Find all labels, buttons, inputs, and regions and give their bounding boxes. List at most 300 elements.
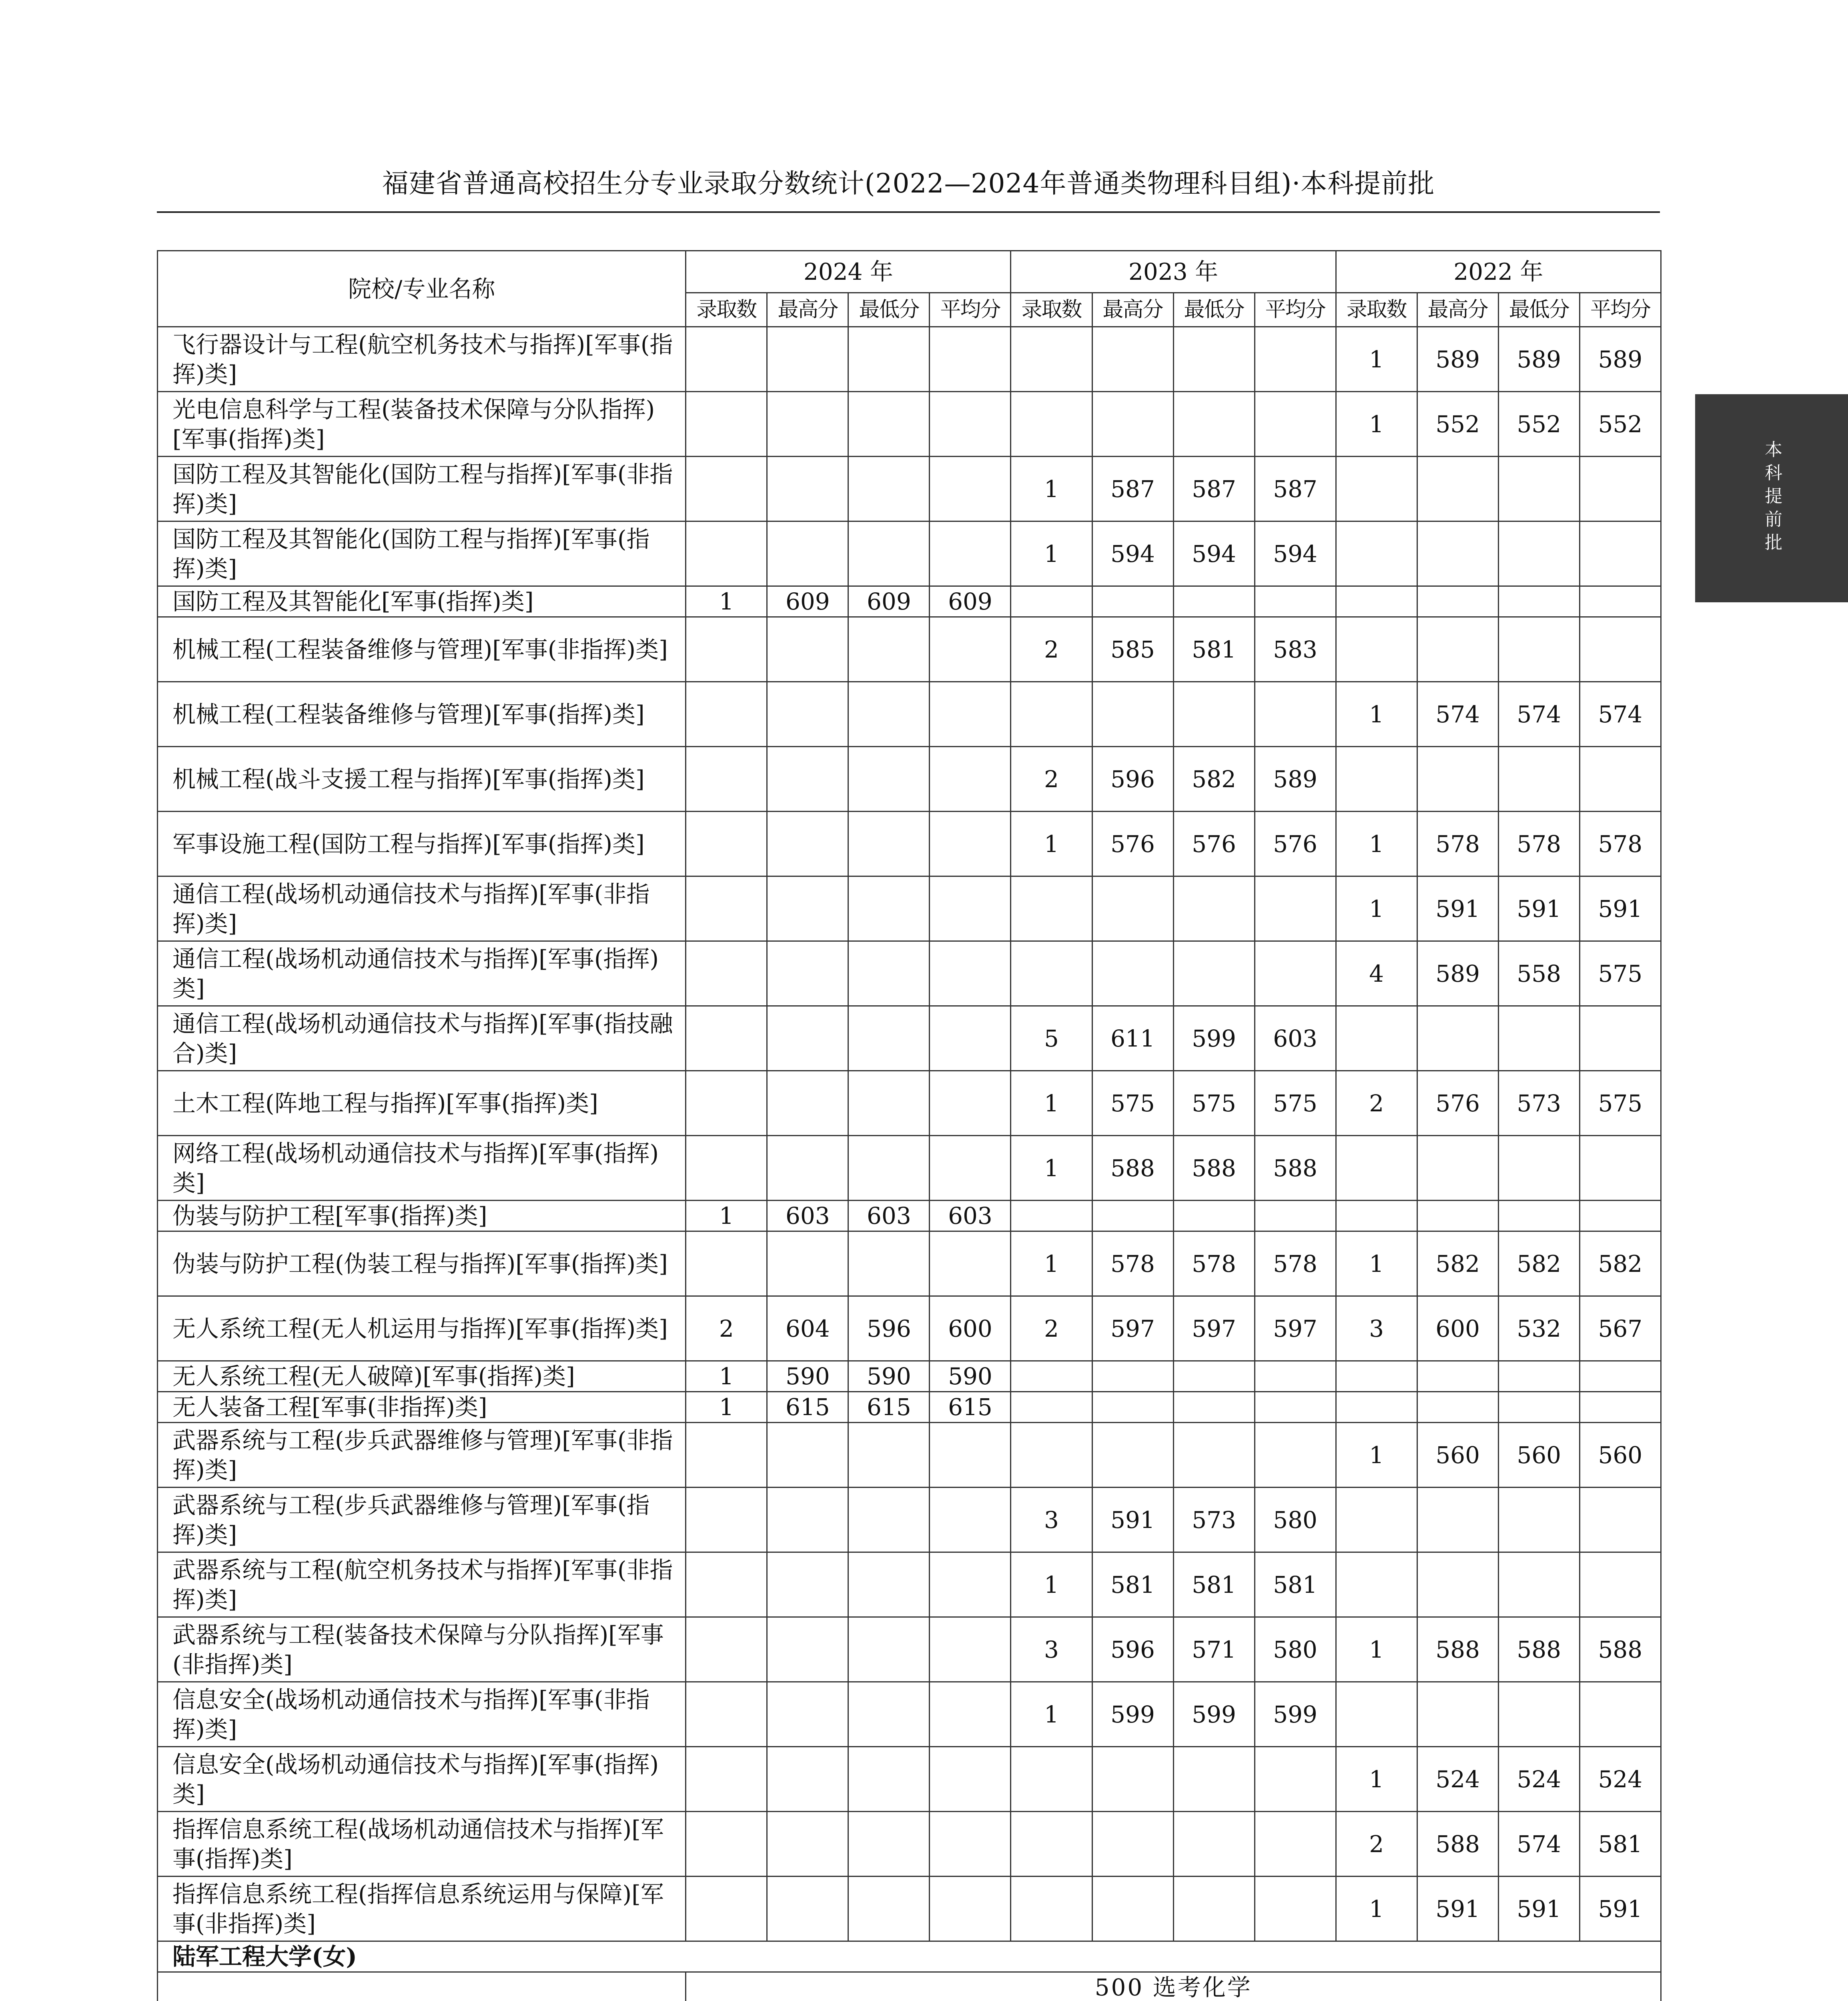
- score-cell: 574: [1579, 682, 1661, 747]
- score-cell: [1579, 617, 1661, 682]
- score-cell: [1173, 1812, 1255, 1877]
- score-cell: 591: [1417, 876, 1498, 941]
- score-cell: 581: [1579, 1812, 1661, 1877]
- score-cell: [1336, 1136, 1417, 1201]
- major-name-cell: 网络工程(战场机动通信技术与指挥)[军事(指挥)类]: [158, 1136, 686, 1201]
- score-cell: [1417, 586, 1498, 617]
- major-name-cell: 伪装与防护工程(伪装工程与指挥)[军事(指挥)类]: [158, 1231, 686, 1296]
- score-cell: 589: [1417, 327, 1498, 392]
- score-cell: 588: [1417, 1812, 1498, 1877]
- score-cell: [1092, 1812, 1173, 1877]
- score-cell: [1336, 1682, 1417, 1747]
- score-cell: 597: [1255, 1296, 1336, 1361]
- score-cell: [1579, 1201, 1661, 1231]
- score-cell: [767, 1812, 848, 1877]
- score-cell: 591: [1417, 1877, 1498, 1941]
- major-name-cell: 机械工程(工程装备维修与管理)[军事(非指挥)类]: [158, 617, 686, 682]
- score-cell: [767, 457, 848, 521]
- score-cell: 524: [1417, 1747, 1498, 1812]
- score-cell: [1092, 1877, 1173, 1941]
- score-cell: [767, 747, 848, 812]
- score-cell: [686, 941, 767, 1006]
- subject-note-row: [158, 1972, 1661, 2001]
- score-cell: 582: [1579, 1231, 1661, 1296]
- table-row: [158, 941, 1661, 1006]
- major-name-cell: 无人装备工程[军事(非指挥)类]: [158, 1392, 686, 1423]
- score-cell: [1092, 392, 1173, 457]
- score-cell: [848, 1136, 930, 1201]
- score-cell: 3: [1011, 1488, 1092, 1552]
- score-cell: [1011, 1392, 1092, 1423]
- score-cell: [1011, 941, 1092, 1006]
- score-cell: 573: [1173, 1488, 1255, 1552]
- school-row: [158, 1941, 1661, 1972]
- score-cell: [930, 876, 1011, 941]
- score-cell: 1: [1336, 1747, 1417, 1812]
- score-cell: [1011, 1361, 1092, 1392]
- score-cell: 587: [1173, 457, 1255, 521]
- score-cell: [1255, 1392, 1336, 1423]
- score-cell: [930, 327, 1011, 392]
- score-cell: [1011, 682, 1092, 747]
- score-cell: 1: [1011, 1136, 1092, 1201]
- score-cell: [686, 1682, 767, 1747]
- score-cell: [848, 1423, 930, 1488]
- score-cell: 578: [1417, 812, 1498, 876]
- year-header-2024: 2024 年: [686, 251, 1011, 293]
- score-cell: [686, 1423, 767, 1488]
- score-cell: [848, 521, 930, 586]
- score-cell: [1498, 521, 1579, 586]
- score-cell: 599: [1092, 1682, 1173, 1747]
- score-cell: 589: [1255, 747, 1336, 812]
- score-cell: 1: [1011, 521, 1092, 586]
- score-cell: [848, 457, 930, 521]
- score-cell: 594: [1255, 521, 1336, 586]
- score-cell: 609: [848, 586, 930, 617]
- score-cell: 594: [1173, 521, 1255, 586]
- score-cell: [1579, 586, 1661, 617]
- score-cell: [1579, 1361, 1661, 1392]
- score-cell: 4: [1336, 941, 1417, 1006]
- score-cell: 590: [767, 1361, 848, 1392]
- score-cell: [1255, 1361, 1336, 1392]
- score-cell: [1579, 1488, 1661, 1552]
- score-cell: 524: [1579, 1747, 1661, 1812]
- score-cell: [930, 1552, 1011, 1617]
- score-cell: [686, 747, 767, 812]
- score-cell: 599: [1173, 1682, 1255, 1747]
- score-cell: [1417, 1392, 1498, 1423]
- score-cell: [1255, 1423, 1336, 1488]
- score-cell: 591: [1498, 1877, 1579, 1941]
- score-cell: [686, 617, 767, 682]
- score-cell: 1: [1011, 1682, 1092, 1747]
- score-cell: [1173, 392, 1255, 457]
- col-header-count: 录取数: [1336, 293, 1417, 327]
- score-cell: [848, 1877, 930, 1941]
- score-cell: [1417, 521, 1498, 586]
- score-cell: [1498, 1006, 1579, 1071]
- score-cell: 599: [1173, 1006, 1255, 1071]
- score-cell: [1092, 1423, 1173, 1488]
- major-name-cell: 武器系统与工程(装备技术保障与分队指挥)[军事(非指挥)类]: [158, 1617, 686, 1682]
- score-cell: [1092, 682, 1173, 747]
- table-header: [158, 251, 1661, 327]
- score-cell: 552: [1579, 392, 1661, 457]
- score-cell: [767, 1423, 848, 1488]
- score-cell: [1417, 457, 1498, 521]
- score-cell: [1173, 1361, 1255, 1392]
- score-cell: [930, 392, 1011, 457]
- col-header-avg: 平均分: [1579, 293, 1661, 327]
- score-cell: [848, 1812, 930, 1877]
- score-cell: [1498, 1136, 1579, 1201]
- score-cell: 575: [1579, 1071, 1661, 1136]
- score-cell: [767, 1231, 848, 1296]
- score-cell: 576: [1092, 812, 1173, 876]
- score-cell: [767, 1006, 848, 1071]
- page-header-title: 福建省普通高校招生分专业录取分数统计(2022—2024年普通类物理科目组)·本科提前批: [382, 168, 1435, 199]
- col-header-min: 最低分: [1498, 293, 1579, 327]
- score-cell: [686, 1231, 767, 1296]
- score-cell: [848, 1747, 930, 1812]
- score-cell: 560: [1417, 1423, 1498, 1488]
- major-name-cell: 军事设施工程(国防工程与指挥)[军事(指挥)类]: [158, 812, 686, 876]
- score-cell: [930, 1617, 1011, 1682]
- score-cell: [1579, 1006, 1661, 1071]
- score-cell: 597: [1092, 1296, 1173, 1361]
- score-cell: [848, 392, 930, 457]
- table-row: [158, 1682, 1661, 1747]
- score-cell: [767, 1552, 848, 1617]
- score-cell: [767, 1877, 848, 1941]
- score-cell: 582: [1173, 747, 1255, 812]
- score-cell: 574: [1498, 1812, 1579, 1877]
- score-cell: [1255, 586, 1336, 617]
- score-cell: [686, 1877, 767, 1941]
- score-cell: 578: [1173, 1231, 1255, 1296]
- score-cell: [930, 1877, 1011, 1941]
- score-cell: 582: [1498, 1231, 1579, 1296]
- score-cell: 2: [1011, 617, 1092, 682]
- score-cell: 591: [1092, 1488, 1173, 1552]
- major-name-cell: 伪装与防护工程[军事(指挥)类]: [158, 1201, 686, 1231]
- score-cell: 578: [1092, 1231, 1173, 1296]
- score-cell: [1417, 1488, 1498, 1552]
- score-cell: [1336, 1552, 1417, 1617]
- score-cell: [848, 1071, 930, 1136]
- score-cell: [1173, 941, 1255, 1006]
- score-cell: [1011, 327, 1092, 392]
- major-name-cell: 无人系统工程(无人机运用与指挥)[军事(指挥)类]: [158, 1296, 686, 1361]
- score-cell: [1579, 1136, 1661, 1201]
- score-cell: [1011, 1747, 1092, 1812]
- score-cell: [686, 1617, 767, 1682]
- score-cell: [930, 521, 1011, 586]
- major-name-cell: 武器系统与工程(航空机务技术与指挥)[军事(非指挥)类]: [158, 1552, 686, 1617]
- score-cell: 1: [686, 586, 767, 617]
- score-cell: [1255, 1747, 1336, 1812]
- score-cell: 587: [1092, 457, 1173, 521]
- score-cell: [1417, 1682, 1498, 1747]
- score-cell: [930, 617, 1011, 682]
- score-cell: [767, 1071, 848, 1136]
- col-header-count: 录取数: [686, 293, 767, 327]
- table-row: [158, 1617, 1661, 1682]
- score-cell: 1: [1336, 812, 1417, 876]
- major-name-cell: 武器系统与工程(步兵武器维修与管理)[军事(指挥)类]: [158, 1488, 686, 1552]
- score-cell: [767, 1682, 848, 1747]
- table-row: [158, 1812, 1661, 1877]
- score-cell: [1498, 1361, 1579, 1392]
- score-cell: [686, 812, 767, 876]
- score-cell: 532: [1498, 1296, 1579, 1361]
- score-cell: 1: [1011, 812, 1092, 876]
- score-cell: 582: [1417, 1231, 1498, 1296]
- score-cell: [930, 812, 1011, 876]
- score-cell: 560: [1579, 1423, 1661, 1488]
- score-cell: [1336, 457, 1417, 521]
- score-cell: [1173, 876, 1255, 941]
- major-name-cell: 光电信息科学与工程(装备技术保障与分队指挥)[军事(指挥)类]: [158, 392, 686, 457]
- score-cell: 1: [1336, 1877, 1417, 1941]
- score-cell: [1011, 1812, 1092, 1877]
- table-row: [158, 1296, 1661, 1361]
- score-cell: [930, 1423, 1011, 1488]
- score-cell: 588: [1579, 1617, 1661, 1682]
- col-header-name: 院校/专业名称: [158, 251, 686, 327]
- score-cell: [1092, 327, 1173, 392]
- score-cell: 580: [1255, 1617, 1336, 1682]
- score-cell: 588: [1417, 1617, 1498, 1682]
- score-cell: [1417, 1136, 1498, 1201]
- score-cell: [930, 1071, 1011, 1136]
- score-cell: 560: [1498, 1423, 1579, 1488]
- score-cell: [1011, 586, 1092, 617]
- score-cell: [1336, 1392, 1417, 1423]
- score-cell: 596: [1092, 1617, 1173, 1682]
- score-cell: [1092, 1392, 1173, 1423]
- score-cell: 603: [848, 1201, 930, 1231]
- score-cell: 2: [686, 1296, 767, 1361]
- table-row: [158, 1071, 1661, 1136]
- score-cell: 567: [1579, 1296, 1661, 1361]
- score-cell: [1579, 1682, 1661, 1747]
- major-name-cell: 通信工程(战场机动通信技术与指挥)[军事(指挥)类]: [158, 941, 686, 1006]
- score-cell: [686, 876, 767, 941]
- score-cell: [1092, 1747, 1173, 1812]
- score-cell: 611: [1092, 1006, 1173, 1071]
- score-cell: [1336, 1006, 1417, 1071]
- score-cell: [930, 1488, 1011, 1552]
- note-name-cell: [158, 1972, 686, 2001]
- score-cell: [1011, 876, 1092, 941]
- score-cell: 603: [767, 1201, 848, 1231]
- side-tab-label: 本科提前批: [1762, 440, 1782, 556]
- col-header-min: 最低分: [1173, 293, 1255, 327]
- score-cell: 1: [1011, 1071, 1092, 1136]
- score-cell: 575: [1173, 1071, 1255, 1136]
- table-row: [158, 1423, 1661, 1488]
- score-cell: [1173, 327, 1255, 392]
- score-cell: [848, 1552, 930, 1617]
- score-cell: [686, 1552, 767, 1617]
- score-cell: [1417, 1201, 1498, 1231]
- score-cell: 609: [930, 586, 1011, 617]
- score-cell: 576: [1417, 1071, 1498, 1136]
- score-cell: 585: [1092, 617, 1173, 682]
- score-cell: [767, 876, 848, 941]
- score-cell: 603: [1255, 1006, 1336, 1071]
- score-cell: 615: [930, 1392, 1011, 1423]
- score-cell: 2: [1336, 1812, 1417, 1877]
- major-name-cell: 通信工程(战场机动通信技术与指挥)[军事(非指挥)类]: [158, 876, 686, 941]
- score-cell: [686, 1136, 767, 1201]
- score-cell: [767, 1136, 848, 1201]
- score-cell: 1: [1336, 682, 1417, 747]
- score-cell: [767, 617, 848, 682]
- score-cell: [686, 1812, 767, 1877]
- table-row: [158, 617, 1661, 682]
- score-cell: 524: [1498, 1747, 1579, 1812]
- score-cell: [1173, 682, 1255, 747]
- score-cell: [1417, 1006, 1498, 1071]
- score-cell: [1579, 1552, 1661, 1617]
- score-cell: 552: [1417, 392, 1498, 457]
- score-cell: 3: [1011, 1617, 1092, 1682]
- score-cell: [1336, 617, 1417, 682]
- major-name-cell: 通信工程(战场机动通信技术与指挥)[军事(指技融合)类]: [158, 1006, 686, 1071]
- score-cell: [848, 327, 930, 392]
- score-cell: 588: [1498, 1617, 1579, 1682]
- col-header-count: 录取数: [1011, 293, 1092, 327]
- score-cell: [767, 521, 848, 586]
- score-cell: 594: [1092, 521, 1173, 586]
- score-cell: 1: [686, 1392, 767, 1423]
- score-cell: 581: [1255, 1552, 1336, 1617]
- score-cell: 580: [1255, 1488, 1336, 1552]
- score-cell: [686, 1071, 767, 1136]
- score-cell: [1173, 1423, 1255, 1488]
- score-cell: [686, 392, 767, 457]
- score-cell: [1255, 682, 1336, 747]
- score-cell: [848, 941, 930, 1006]
- score-cell: 596: [1092, 747, 1173, 812]
- score-cell: 599: [1255, 1682, 1336, 1747]
- table-row: [158, 1877, 1661, 1941]
- score-cell: [1498, 457, 1579, 521]
- score-cell: [930, 1231, 1011, 1296]
- score-cell: [1417, 1361, 1498, 1392]
- score-cell: 597: [1173, 1296, 1255, 1361]
- score-cell: [1255, 1812, 1336, 1877]
- score-cell: [767, 682, 848, 747]
- score-cell: [1579, 521, 1661, 586]
- score-cell: [1255, 1201, 1336, 1231]
- score-cell: [686, 682, 767, 747]
- major-name-cell: 信息安全(战场机动通信技术与指挥)[军事(指挥)类]: [158, 1747, 686, 1812]
- score-cell: [1173, 586, 1255, 617]
- score-cell: [1255, 327, 1336, 392]
- score-cell: [1336, 521, 1417, 586]
- score-cell: [1092, 1201, 1173, 1231]
- score-cell: [930, 682, 1011, 747]
- score-cell: [1579, 747, 1661, 812]
- score-cell: 1: [686, 1201, 767, 1231]
- score-cell: [1417, 617, 1498, 682]
- score-cell: 3: [1336, 1296, 1417, 1361]
- table-row: [158, 327, 1661, 392]
- table-row: [158, 1231, 1661, 1296]
- table-row: [158, 1006, 1661, 1071]
- major-name-cell: 国防工程及其智能化(国防工程与指挥)[军事(指挥)类]: [158, 521, 686, 586]
- score-cell: [930, 747, 1011, 812]
- score-cell: [848, 682, 930, 747]
- score-cell: [686, 327, 767, 392]
- score-cell: [1173, 1747, 1255, 1812]
- score-cell: [1498, 1201, 1579, 1231]
- score-cell: [767, 812, 848, 876]
- score-cell: 1: [1011, 1552, 1092, 1617]
- score-cell: [1498, 1488, 1579, 1552]
- score-cell: 5: [1011, 1006, 1092, 1071]
- score-cell: [1255, 392, 1336, 457]
- score-cell: 574: [1417, 682, 1498, 747]
- score-cell: 1: [1336, 1617, 1417, 1682]
- score-cell: 578: [1579, 812, 1661, 876]
- score-cell: [848, 1617, 930, 1682]
- score-cell: 590: [930, 1361, 1011, 1392]
- score-cell: 2: [1011, 1296, 1092, 1361]
- major-name-cell: 信息安全(战场机动通信技术与指挥)[军事(非指挥)类]: [158, 1682, 686, 1747]
- score-cell: 558: [1498, 941, 1579, 1006]
- col-header-min: 最低分: [848, 293, 930, 327]
- col-header-max: 最高分: [1417, 293, 1498, 327]
- score-cell: 615: [848, 1392, 930, 1423]
- score-cell: [1011, 1877, 1092, 1941]
- score-cell: [848, 812, 930, 876]
- score-cell: [1417, 1552, 1498, 1617]
- score-cell: [767, 392, 848, 457]
- score-cell: [767, 941, 848, 1006]
- major-name-cell: 机械工程(工程装备维修与管理)[军事(指挥)类]: [158, 682, 686, 747]
- score-cell: 578: [1498, 812, 1579, 876]
- score-cell: [1173, 1392, 1255, 1423]
- score-cell: 600: [930, 1296, 1011, 1361]
- score-cell: 590: [848, 1361, 930, 1392]
- score-cell: 1: [1011, 457, 1092, 521]
- score-cell: [1011, 392, 1092, 457]
- score-cell: [930, 1136, 1011, 1201]
- score-cell: [930, 1812, 1011, 1877]
- score-cell: [1498, 747, 1579, 812]
- score-cell: [930, 1682, 1011, 1747]
- score-cell: [1579, 1392, 1661, 1423]
- score-cell: [686, 1747, 767, 1812]
- admission-scores-table: [157, 250, 1662, 2001]
- score-cell: 1: [686, 1361, 767, 1392]
- score-cell: [1336, 1361, 1417, 1392]
- score-cell: [767, 1488, 848, 1552]
- score-cell: [1579, 457, 1661, 521]
- major-name-cell: 国防工程及其智能化(国防工程与指挥)[军事(非指挥)类]: [158, 457, 686, 521]
- table-row: [158, 392, 1661, 457]
- table-row: [158, 521, 1661, 586]
- score-cell: [1336, 586, 1417, 617]
- score-cell: 578: [1255, 1231, 1336, 1296]
- table-row: [158, 457, 1661, 521]
